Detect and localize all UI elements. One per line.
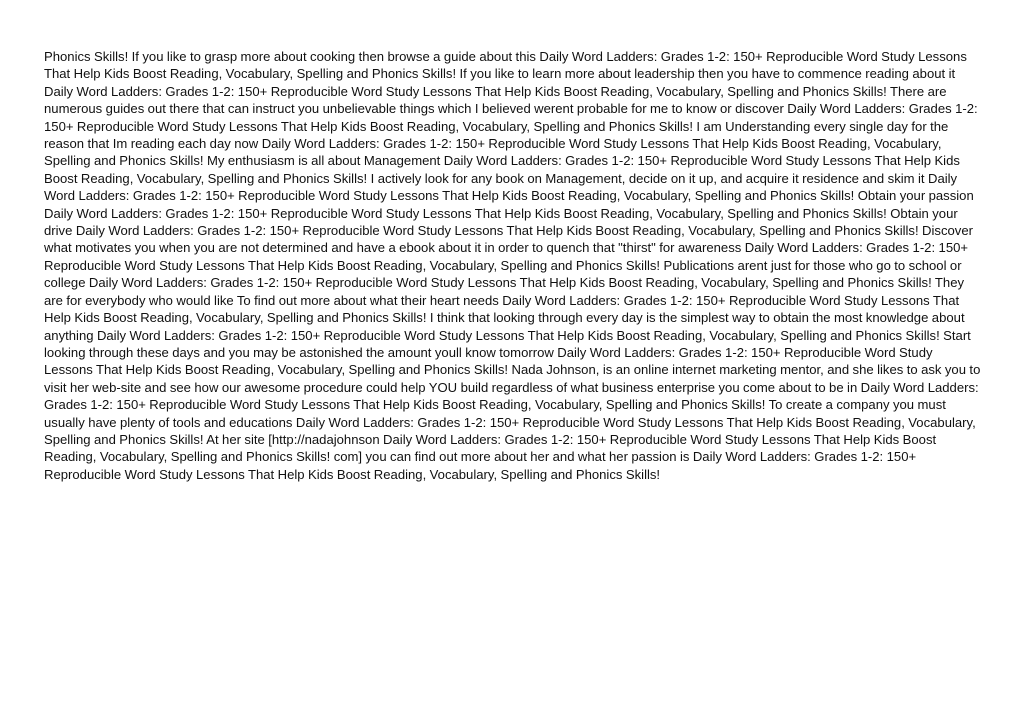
- body-paragraph: Phonics Skills! If you like to grasp more about cooking then browse a guide about this Daily Word Ladders: Grades 1-2: 150+ Reproducible Word Study Lessons That Help Kids Boost Reading, Vocabulary, Spelling and Phonics Skills! If you like to learn more about leadership then you have to commence reading about it Daily Word Ladders: Grades 1-2: 150+ Reproducible Word Study Lessons That Help Kids Boost Reading, Vocabulary, Spelling and Phonics Skills! There are numerous guides out there that can instruct you unbelievable things which I believed werent probable for me to know or discover Daily Word Ladders: Grades 1-2: 150+ Reproducible Word Study Lessons That Help Kids Boost Reading, Vocabulary, Spelling and Phonics Skills! I am Understanding every single day for the reason that Im reading each day now Daily Word Ladders: Grades 1-2: 150+ Reproducible Word Study Lessons That Help Kids Boost Reading, Vocabulary, Spelling and Phonics Skills! My enthusiasm is all about Management Daily Word Ladders: Grades 1-2: 150+ Reproducible Word Study Lessons That Help Kids Boost Reading, Vocabulary, Spelling and Phonics Skills! I actively look for any book on Management, decide on it up, and acquire it residence and skim it Daily Word Ladders: Grades 1-2: 150+ Reproducible Word Study Lessons That Help Kids Boost Reading, Vocabulary, Spelling and Phonics Skills! Obtain your passion Daily Word Ladders: Grades 1-2: 150+ Reproducible Word Study Lessons That Help Kids Boost Reading, Vocabulary, Spelling and Phonics Skills! Obtain your drive Daily Word Ladders: Grades 1-2: 150+ Reproducible Word Study Lessons That Help Kids Boost Reading, Vocabulary, Spelling and Phonics Skills! Discover what motivates you when you are not determined and have a ebook about it in order to quench that "thirst" for awareness Daily Word Ladders: Grades 1-2: 150+ Reproducible Word Study Lessons That Help Kids Boost Reading, Vocabulary, Spelling and Phonics Skills! Publications arent just for those who go to school or college Daily Word Ladders: Grades 1-2: 150+ Reproducible Word Study Lessons That Help Kids Boost Reading, Vocabulary, Spelling and Phonics Skills! They are for everybody who would like To find out more about what their heart needs Daily Word Ladders: Grades 1-2: 150+ Reproducible Word Study Lessons That Help Kids Boost Reading, Vocabulary, Spelling and Phonics Skills! I think that looking through every day is the simplest way to obtain the most knowledge about anything Daily Word Ladders: Grades 1-2: 150+ Reproducible Word Study Lessons That Help Kids Boost Reading, Vocabulary, Spelling and Phonics Skills! Start looking through these days and you may be astonished the amount youll know tomorrow Daily Word Ladders: Grades 1-2: 150+ Reproducible Word Study Lessons That Help Kids Boost Reading, Vocabulary, Spelling and Phonics Skills! Nada Johnson, is an online internet marketing mentor, and she likes to ask you to visit her web-site and see how our awesome procedure could help YOU build regardless of what business enterprise you come about to be in Daily Word Ladders: Grades 1-2: 150+ Reproducible Word Study Lessons That Help Kids Boost Reading, Vocabulary, Spelling and Phonics Skills! To create a company you must usually have plenty of tools and educations Daily Word Ladders: Grades 1-2: 150+ Reproducible Word Study Lessons That Help Kids Boost Reading, Vocabulary, Spelling and Phonics Skills! At her site [http://nadajohnson Daily Word Ladders: Grades 1-2: 150+ Reproducible Word Study Lessons That Help Kids Boost Reading, Vocabulary, Spelling and Phonics Skills! com] you can find out more about her and what her passion is Daily Word Ladders: Grades 1-2: 150+ Reproducible Word Study Lessons That Help Kids Boost Reading, Vocabulary, Spelling and Phonics Skills!: [44, 49, 981, 482]
